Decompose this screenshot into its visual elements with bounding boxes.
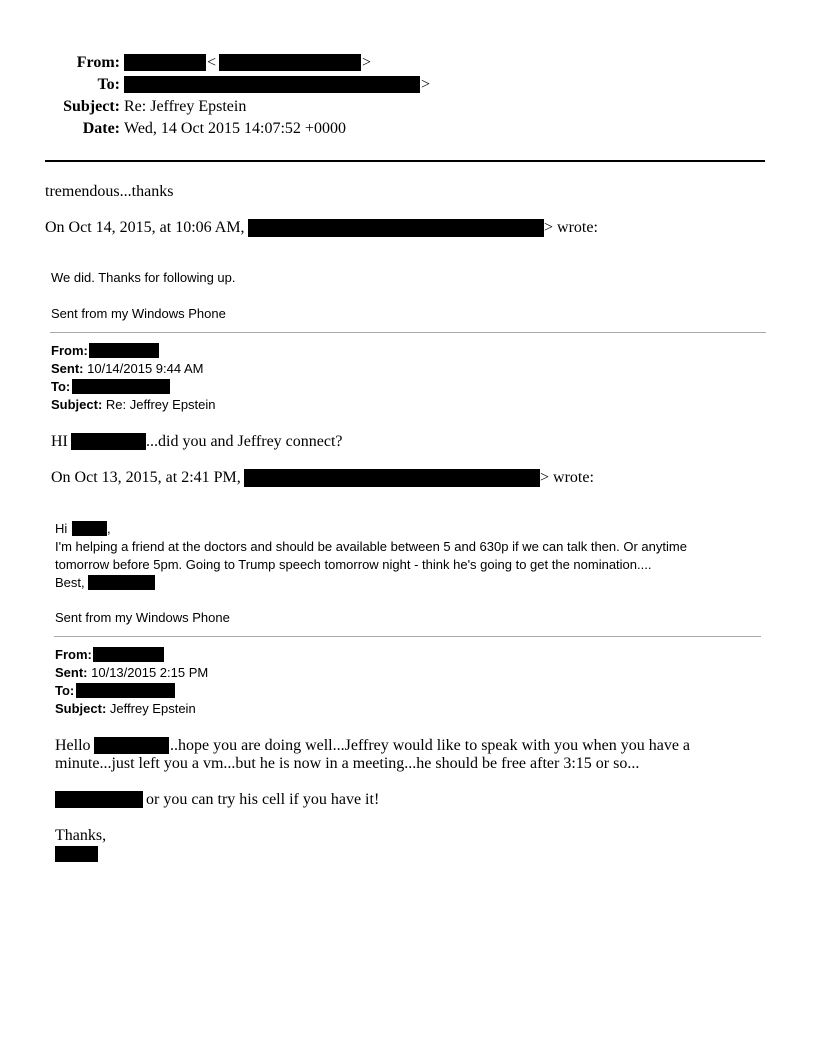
subject-value: Re: Jeffrey Epstein	[124, 98, 247, 115]
redacted-msg2-from	[89, 343, 159, 358]
redacted-msg5-name	[94, 737, 169, 754]
redacted-from-email	[219, 54, 361, 71]
redacted-msg2-to	[72, 379, 170, 394]
msg2-signature: Sent from my Windows Phone	[51, 306, 226, 321]
msg4-greeting: Hi	[55, 521, 68, 536]
msg4-closing: Best,	[55, 575, 85, 590]
redacted-quote-sender-2	[244, 469, 540, 487]
msg4-line2: tomorrow before 5pm. Going to Trump speech tomorrow night - think he's going to get the nomination....	[55, 557, 652, 572]
msg5-thanks: Thanks,	[55, 827, 107, 844]
msg2-body: We did. Thanks for following up.	[51, 270, 236, 285]
redacted-quote-sender-1	[248, 219, 544, 237]
msg4-sent-line	[55, 665, 208, 680]
msg2-sent-label: Sent:	[51, 361, 84, 376]
redacted-msg4-to	[76, 683, 175, 698]
msg2-sent-line	[51, 361, 204, 376]
msg3-body: ...did you and Jeffrey connect?	[146, 433, 343, 450]
msg4-signature: Sent from my Windows Phone	[55, 610, 230, 625]
redacted-to-recipient	[124, 76, 420, 93]
redacted-msg4-name	[72, 521, 107, 536]
from-close-bracket: >	[362, 54, 372, 71]
msg5-greeting: Hello	[55, 737, 91, 754]
redacted-msg3-name	[71, 433, 146, 450]
quote-wrote-2: > wrote:	[540, 469, 594, 486]
msg5-cell-text: or you can try his cell if you have it!	[146, 791, 380, 808]
msg2-sent-value: 10/14/2015 9:44 AM	[87, 361, 204, 376]
subject-label: Subject:	[63, 98, 120, 115]
msg4-sent-value: 10/13/2015 2:15 PM	[91, 665, 209, 680]
header-divider	[45, 160, 765, 162]
date-value: Wed, 14 Oct 2015 14:07:52 +0000	[124, 120, 346, 137]
msg3-greeting: HI	[51, 433, 68, 450]
to-close-bracket: >	[421, 76, 431, 93]
msg2-subject-label: Subject:	[51, 397, 103, 412]
date-label: Date:	[82, 120, 120, 137]
msg2-to-label: To:	[51, 379, 71, 394]
msg4-from-label: From:	[55, 647, 92, 662]
quote-intro-2: On Oct 13, 2015, at 2:41 PM,	[51, 469, 241, 486]
msg4-to-label: To:	[55, 683, 75, 698]
msg5-line1: ..hope you are doing well...Jeffrey would like to speak with you when you have a	[170, 737, 691, 754]
quote-wrote-1: > wrote:	[544, 219, 598, 236]
msg4-divider	[54, 636, 761, 637]
msg4-subject-label: Subject:	[55, 701, 107, 716]
msg5-line2: minute...just left you a vm...but he is now in a meeting...he should be free after 3:15 or so...	[55, 755, 640, 772]
quote-intro-1: On Oct 14, 2015, at 10:06 AM,	[45, 219, 245, 236]
redacted-msg5-phone	[55, 791, 143, 808]
msg4-subject-value: Jeffrey Epstein	[109, 701, 196, 716]
from-label: From:	[76, 54, 120, 71]
msg4-subject-line	[55, 701, 196, 716]
to-label: To:	[97, 76, 120, 93]
msg2-divider	[50, 332, 766, 333]
msg2-from-label: From:	[51, 343, 88, 358]
reply-text: tremendous...thanks	[45, 183, 174, 200]
msg4-greeting-comma: ,	[107, 521, 111, 536]
msg2-subject-value: Re: Jeffrey Epstein	[105, 397, 216, 412]
redacted-from-name	[124, 54, 206, 71]
msg2-subject-line	[51, 397, 216, 412]
redacted-msg5-signoff	[55, 846, 98, 862]
redacted-msg4-signoff	[88, 575, 155, 590]
from-open-bracket: <	[207, 54, 217, 71]
redacted-msg4-from	[93, 647, 164, 662]
msg4-line1: I'm helping a friend at the doctors and should be available between 5 and 630p if we can talk then. Or anytime	[55, 539, 687, 554]
msg4-sent-label: Sent:	[55, 665, 88, 680]
